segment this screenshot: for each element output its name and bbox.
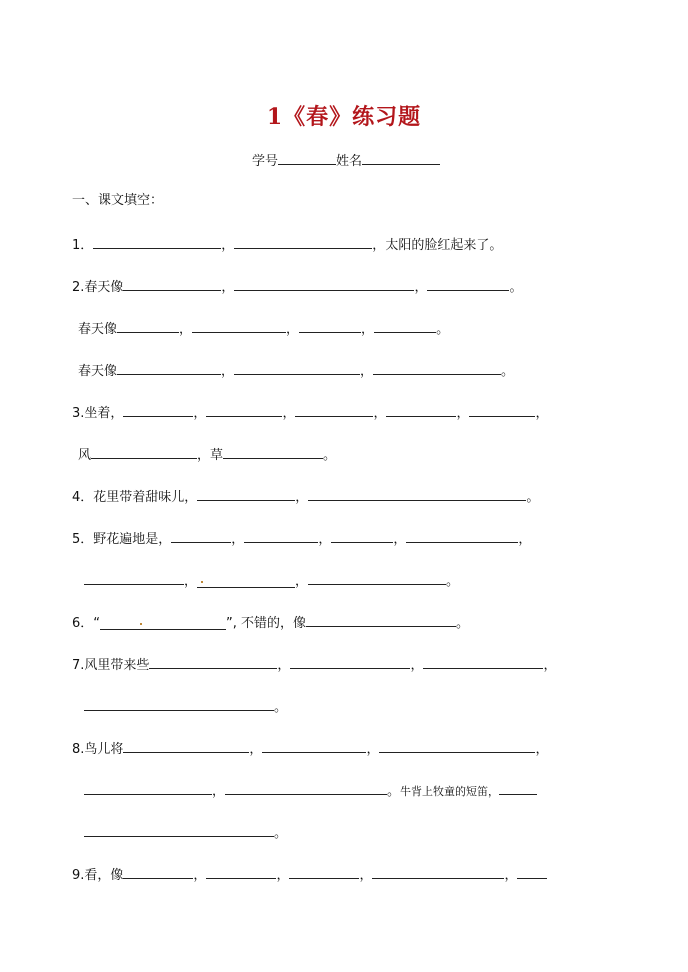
- question-5b: [84, 570, 459, 591]
- fill-blank[interactable]: [197, 573, 295, 588]
- fill-blank[interactable]: [223, 444, 323, 459]
- separator: ，: [535, 742, 549, 757]
- period: 。: [387, 784, 401, 799]
- fill-blank[interactable]: [84, 570, 184, 585]
- separator: ，: [221, 364, 235, 379]
- question-number: 1．: [72, 238, 94, 253]
- fill-blank[interactable]: [234, 276, 414, 291]
- question-text: 春天像: [84, 280, 124, 295]
- separator: ，: [295, 574, 309, 589]
- fill-blank[interactable]: [197, 486, 295, 501]
- student-id-label: 学号: [252, 154, 279, 169]
- question-text: 春天像: [78, 364, 118, 379]
- question-7: [72, 654, 556, 675]
- fill-blank[interactable]: [84, 696, 274, 711]
- fill-blank[interactable]: [306, 612, 456, 627]
- separator: ，: [318, 532, 332, 547]
- fill-blank[interactable]: [84, 780, 212, 795]
- fill-blank[interactable]: [427, 276, 509, 291]
- separator: ，: [221, 238, 235, 253]
- question-text: ”, 不错的，像: [226, 616, 307, 631]
- separator: ，: [276, 868, 290, 883]
- question-number: 3.: [72, 406, 85, 421]
- question-8c: [84, 822, 287, 843]
- question-2c: [78, 360, 514, 381]
- question-7b: [84, 696, 287, 717]
- fill-blank[interactable]: [331, 528, 393, 543]
- separator: ，: [231, 532, 245, 547]
- fill-blank[interactable]: [84, 822, 274, 837]
- fill-blank[interactable]: [100, 615, 226, 630]
- separator: ，: [359, 868, 373, 883]
- question-number: 4．: [72, 490, 94, 505]
- fill-blank[interactable]: [295, 402, 373, 417]
- question-4: [72, 486, 539, 507]
- separator: ，: [410, 658, 424, 673]
- fill-blank[interactable]: [123, 738, 249, 753]
- fill-blank[interactable]: [171, 528, 231, 543]
- name-label: 姓名: [336, 154, 363, 169]
- fill-blank[interactable]: [206, 864, 276, 879]
- question-text: 看，像: [84, 868, 124, 883]
- fill-blank[interactable]: [262, 738, 366, 753]
- question-text: 风: [78, 448, 92, 463]
- separator: ，: [372, 238, 386, 253]
- fill-blank[interactable]: [372, 864, 504, 879]
- fill-blank[interactable]: [406, 528, 518, 543]
- question-text: 花里带着甜味儿，: [93, 490, 198, 505]
- fill-blank[interactable]: [117, 318, 179, 333]
- fill-blank[interactable]: [244, 528, 318, 543]
- question-number: 8.: [72, 742, 85, 757]
- question-number: 7.: [72, 658, 85, 673]
- fill-blank[interactable]: [123, 402, 193, 417]
- question-number: 5．: [72, 532, 94, 547]
- period: 。: [526, 490, 540, 505]
- separator: ，: [366, 742, 380, 757]
- question-3b: [78, 444, 336, 465]
- separator: ，: [193, 868, 207, 883]
- question-1: [72, 234, 502, 255]
- fill-blank[interactable]: [290, 654, 410, 669]
- fill-blank[interactable]: [192, 318, 286, 333]
- fill-blank[interactable]: [469, 402, 535, 417]
- question-text: 野花遍地是，: [93, 532, 172, 547]
- question-number: 2.: [72, 280, 85, 295]
- period: 。: [456, 616, 470, 631]
- open-quote: “: [93, 616, 101, 631]
- question-number: 9.: [72, 868, 85, 883]
- question-text: 春天像: [78, 322, 118, 337]
- fill-blank[interactable]: [499, 780, 537, 795]
- separator: ，: [456, 406, 470, 421]
- fill-blank[interactable]: [234, 360, 360, 375]
- question-3: [72, 402, 549, 423]
- period: 。: [323, 448, 337, 463]
- fill-blank[interactable]: [149, 654, 277, 669]
- fill-blank[interactable]: [91, 444, 197, 459]
- fill-blank[interactable]: [289, 864, 359, 879]
- fill-blank[interactable]: [308, 486, 526, 501]
- period: 。: [436, 322, 450, 337]
- separator: ，: [184, 574, 198, 589]
- separator: ，: [543, 658, 557, 673]
- fill-blank[interactable]: [308, 570, 446, 585]
- separator: ，: [179, 322, 193, 337]
- separator: ，: [373, 406, 387, 421]
- section-heading: 一、课文填空：: [72, 193, 164, 208]
- student-info-line: [252, 150, 440, 171]
- separator: ，: [282, 406, 296, 421]
- question-5: [72, 528, 531, 549]
- question-text: 鸟儿将: [84, 742, 124, 757]
- question-text: 牛背上牧童的短笛，: [400, 785, 500, 798]
- stray-mark: [140, 623, 142, 625]
- fill-blank[interactable]: [117, 360, 221, 375]
- separator: ，: [212, 784, 226, 799]
- fill-blank[interactable]: [123, 276, 221, 291]
- question-8: [72, 738, 548, 759]
- separator: ，: [221, 280, 235, 295]
- period: 。: [274, 826, 288, 841]
- question-number: 6．: [72, 616, 94, 631]
- fill-blank[interactable]: [373, 360, 501, 375]
- separator: ，: [286, 322, 300, 337]
- fill-blank[interactable]: [423, 654, 543, 669]
- fill-blank[interactable]: [374, 318, 436, 333]
- fill-blank[interactable]: [299, 318, 361, 333]
- separator: ，: [249, 742, 263, 757]
- fill-blank[interactable]: [206, 402, 282, 417]
- stray-mark: [201, 581, 203, 583]
- separator: ，: [361, 322, 375, 337]
- separator: ，: [277, 658, 291, 673]
- separator: ，: [504, 868, 518, 883]
- fill-blank[interactable]: [234, 234, 372, 249]
- separator: ，: [535, 406, 549, 421]
- question-8b: [84, 780, 537, 801]
- period: 。: [509, 280, 523, 295]
- question-text: 太阳的脸红起来了。: [385, 238, 503, 253]
- fill-blank[interactable]: [123, 864, 193, 879]
- period: 。: [446, 574, 460, 589]
- question-text: 风里带来些: [84, 658, 150, 673]
- fill-blank[interactable]: [386, 402, 456, 417]
- separator: ，: [414, 280, 428, 295]
- page-title: 1《春》练习题: [266, 104, 422, 130]
- question-text: ，草: [197, 448, 224, 463]
- fill-blank[interactable]: [379, 738, 535, 753]
- separator: ，: [295, 490, 309, 505]
- question-2: [72, 276, 522, 297]
- fill-blank[interactable]: [93, 234, 221, 249]
- question-6: [72, 612, 469, 633]
- separator: ，: [393, 532, 407, 547]
- fill-blank[interactable]: [517, 864, 547, 879]
- question-text: 坐着，: [84, 406, 124, 421]
- student-id-blank[interactable]: [278, 150, 336, 165]
- separator: ，: [360, 364, 374, 379]
- question-9: [72, 864, 547, 885]
- fill-blank[interactable]: [225, 780, 387, 795]
- name-blank[interactable]: [362, 150, 440, 165]
- question-2b: [78, 318, 449, 339]
- period: 。: [274, 700, 288, 715]
- separator: ，: [518, 532, 532, 547]
- period: 。: [501, 364, 515, 379]
- separator: ，: [193, 406, 207, 421]
